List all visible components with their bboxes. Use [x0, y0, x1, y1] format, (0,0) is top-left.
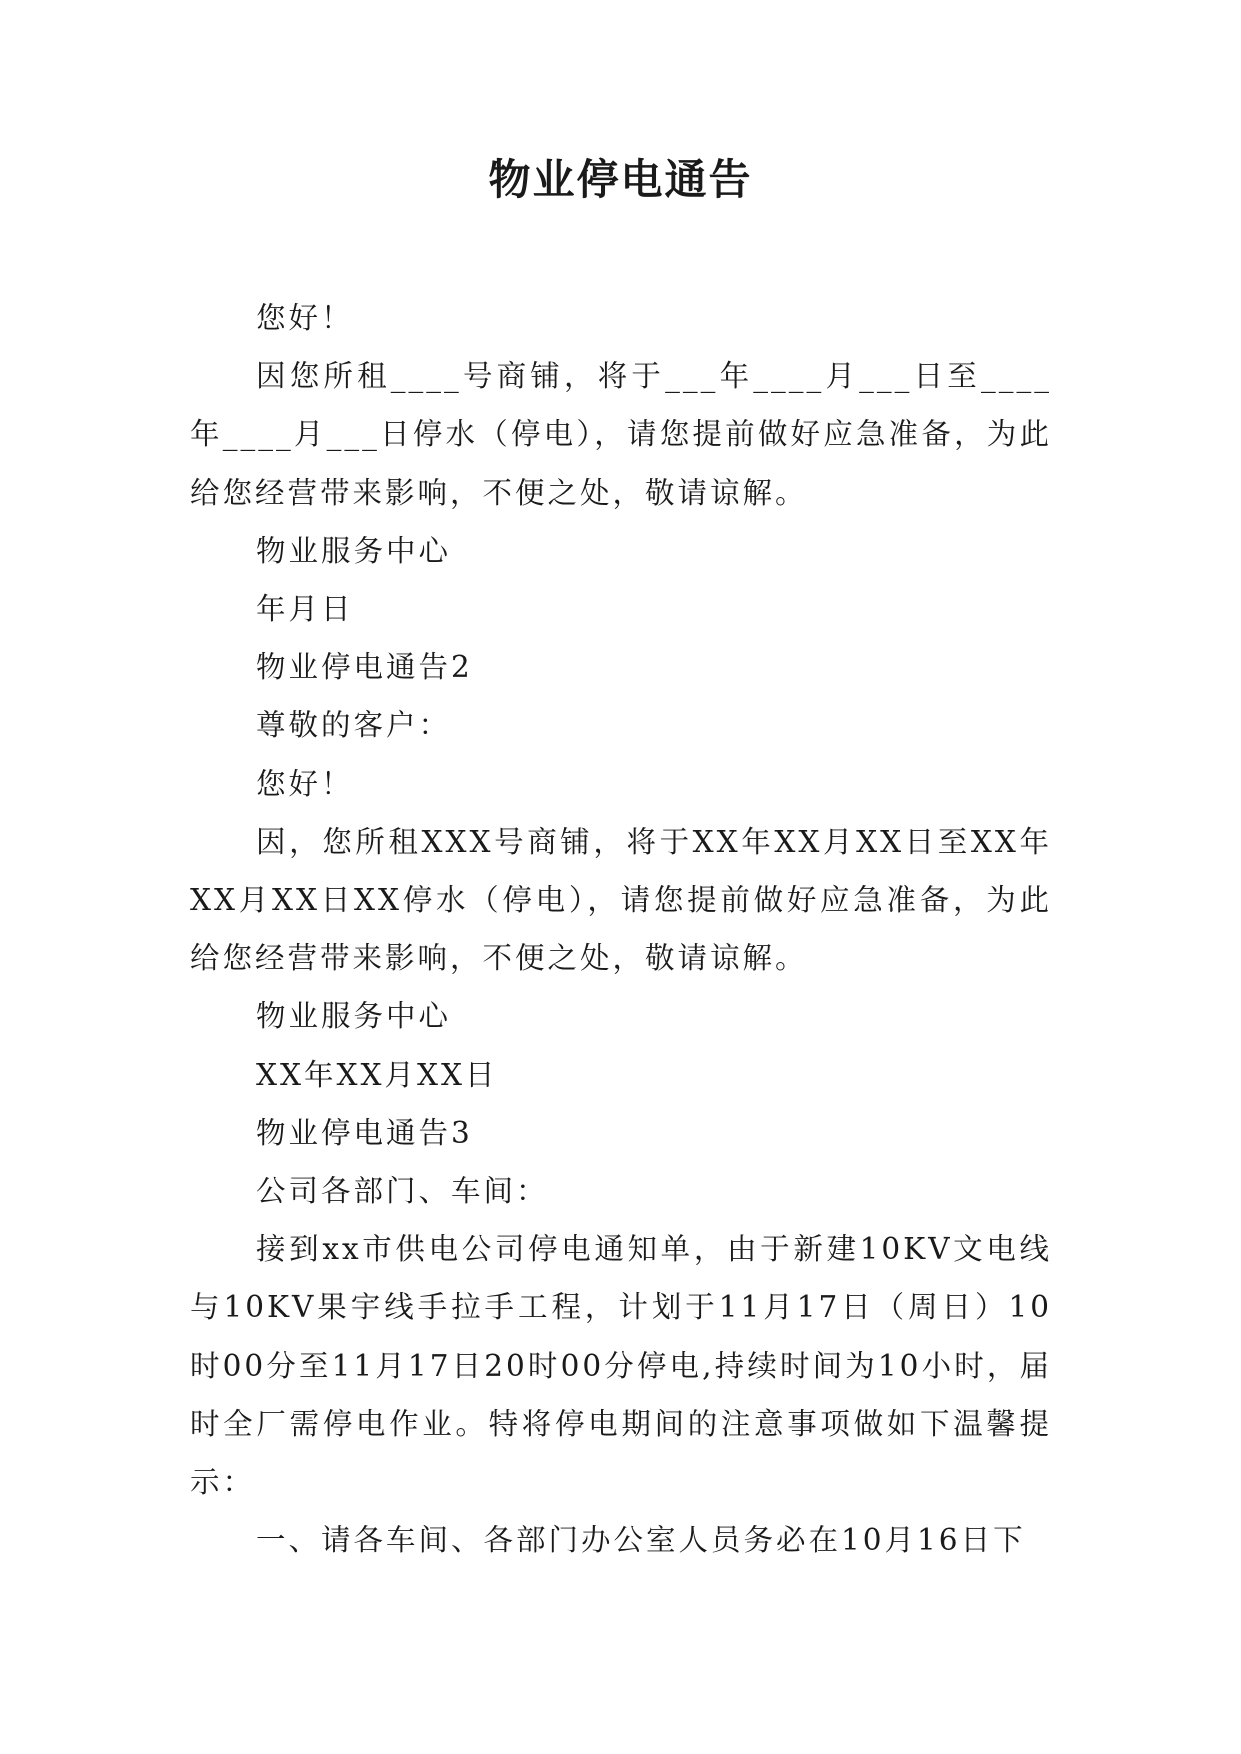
- signature-org-2: 物业服务中心: [256, 999, 452, 1034]
- greeting: 您好！: [256, 301, 354, 335]
- signature-org-1: 物业服务中心: [256, 533, 452, 568]
- greeting-2: 您好！: [256, 766, 354, 801]
- notice-paragraph-2: 因，您所租XXX号商铺，将于XX年XX月XX日至XX年XX月XX日XX停水（停电），请您提前做好应急准备，为此给您经营带来影响，不便之处，敬请谅解。: [190, 824, 1052, 976]
- notice-paragraph-3: 接到xx市供电公司停电通知单，由于新建10KV文电线与10KV果宇线手拉手工程，计划于11月17日（周日）10时00分至11月17日20时00分停电,持续时间为10小时，届时全厂需停电作业。特将停电期间的注意事项做如下温馨提示：: [190, 1232, 1052, 1500]
- section-heading-3: 物业停电通告3: [256, 1115, 473, 1150]
- list-item-1: 一、请各车间、各部门办公室人员务必在10月16日下: [256, 1523, 1026, 1558]
- signature-date-2: XX年XX月XX日: [256, 1057, 498, 1092]
- salutation-3: 公司各部门、车间：: [256, 1174, 549, 1209]
- signature-date-1: 年月日: [256, 592, 354, 627]
- salutation-2: 尊敬的客户：: [256, 708, 452, 743]
- document-title: 物业停电通告: [488, 155, 753, 204]
- section-heading-2: 物业停电通告2: [256, 650, 473, 685]
- notice-paragraph-1: 因您所租____号商铺，将于___年____月___日至____年____月___日停水（停电），请您提前做好应急准备，为此给您经营带来影响，不便之处，敬请谅解。: [190, 359, 1052, 510]
- document-body: [190, 289, 1052, 1569]
